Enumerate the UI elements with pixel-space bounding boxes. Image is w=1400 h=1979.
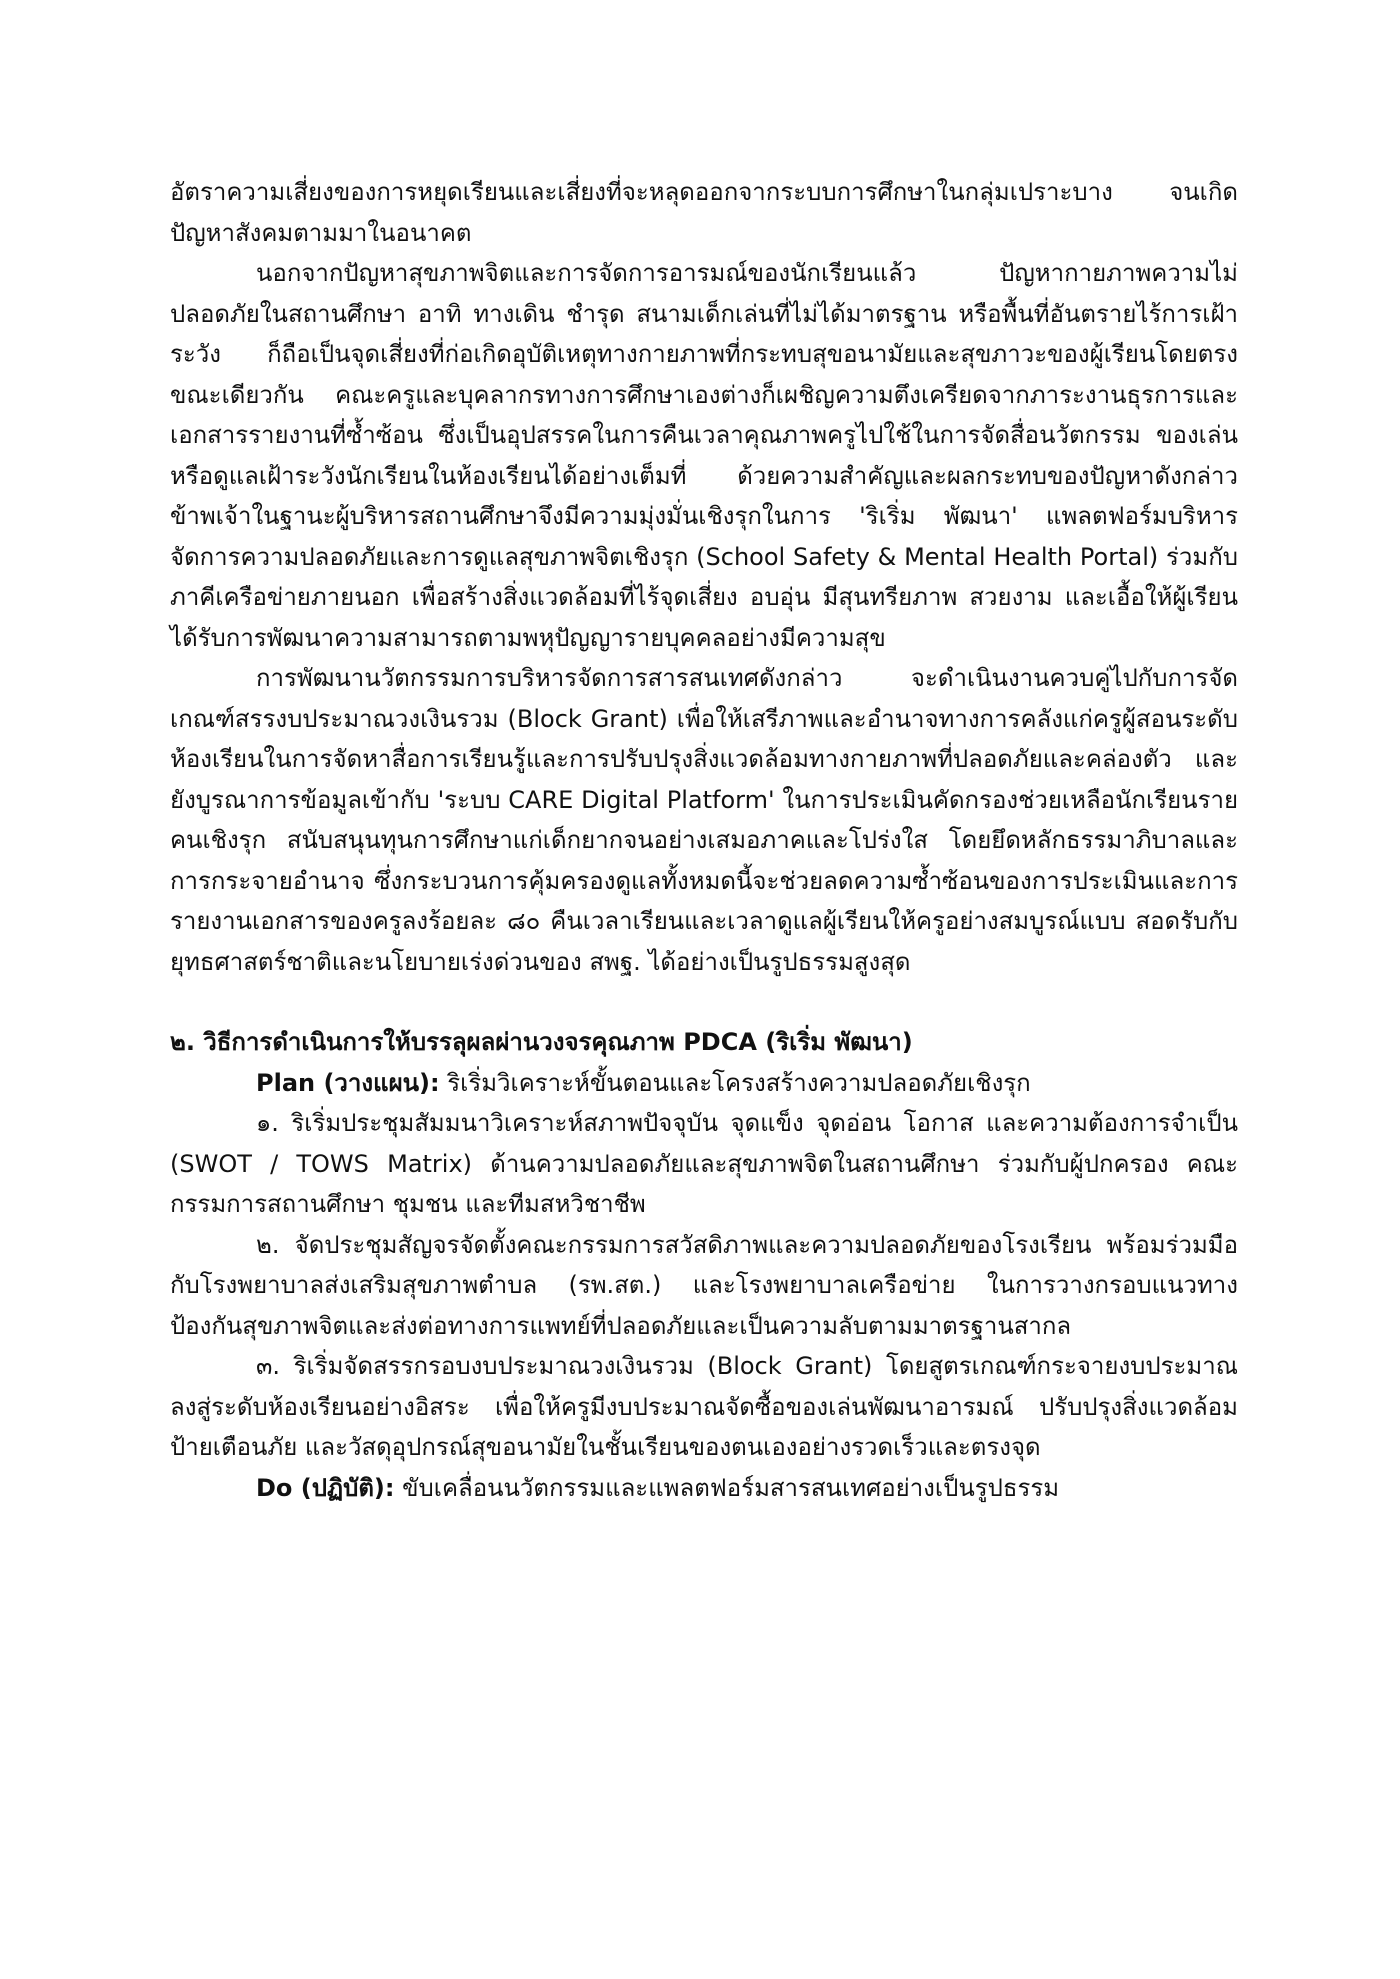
do-text: ขับเคลื่อนนวัตกรรมและแพลตฟอร์มสารสนเทศอย่างเป็นรูปธรรม	[394, 1473, 1060, 1502]
do-line	[170, 1468, 1238, 1509]
paragraph-innovation-block-grant: การพัฒนานวัตกรรมการบริหารจัดการสารสนเทศดังกล่าว จะดำเนินงานควบคู่ไปกับการจัดเกณฑ์สรรงบประมาณวงเงินรวม (Block Grant) เพื่อให้เสรีภาพและอำนาจทางการคลังแก่ครูผู้สอนระดับห้องเรียนในการจัดหาสื่อการเรียนรู้และการปรับปรุงสิ่งแวดล้อมทางกายภาพที่ปลอดภัยและคล่องตัว และยังบูรณาการข้อมูลเข้ากับ 'ระบบ CARE Digital Platform' ในการประเมินคัดกรองช่วยเหลือนักเรียนรายคนเชิงรุก สนับสนุนทุนการศึกษาแก่เด็กยากจนอย่างเสมอภาคและโปร่งใส โดยยึดหลักธรรมาภิบาลและการกระจายอำนาจ ซึ่งกระบวนการคุ้มครองดูแลทั้งหมดนี้จะช่วยลดความซ้ำซ้อนของการประเมินและการรายงานเอกสารของครูลงร้อยละ ๘๐ คืนเวลาเรียนและเวลาดูแลผู้เรียนให้ครูอย่างสมบูรณ์แบบ สอดรับกับยุทธศาสตร์ชาติและนโยบายเร่งด่วนของ สพฐ. ได้อย่างเป็นรูปธรรมสูงสุด	[170, 664, 1238, 976]
plan-text: ริเริ่มวิเคราะห์ขั้นตอนและโครงสร้างความปลอดภัยเชิงรุก	[439, 1068, 1031, 1097]
paragraph-risk-continuation: อัตราความเสี่ยงของการหยุดเรียนและเสี่ยงที่จะหลุดออกจากระบบการศึกษาในกลุ่มเปราะบาง จนเกิดปัญหาสังคมตามมาในอนาคต	[170, 178, 1238, 247]
do-label: Do (ปฏิบัติ):	[256, 1473, 395, 1502]
paragraph-physical-safety: นอกจากปัญหาสุขภาพจิตและการจัดการอารมณ์ของนักเรียนแล้ว ปัญหากายภาพความไม่ปลอดภัยในสถานศึกษา อาทิ ทางเดิน ชำรุด สนามเด็กเล่นที่ไม่ได้มาตรฐาน หรือพื้นที่อันตรายไร้การเฝ้าระวัง ก็ถือเป็นจุดเสี่ยงที่ก่อเกิดอุบัติเหตุทางกายภาพที่กระทบสุขอนามัยและสุขภาวะของผู้เรียนโดยตรง ขณะเดียวกัน คณะครูและบุคลากรทางการศึกษาเองต่างก็เผชิญความตึงเครียดจากภาระงานธุรการและเอกสารรายงานที่ซ้ำซ้อน ซึ่งเป็นอุปสรรคในการคืนเวลาคุณภาพครูไปใช้ในการจัดสื่อนวัตกรรม ของเล่น หรือดูแลเฝ้าระวังนักเรียนในห้องเรียนได้อย่างเต็มที่ ด้วยความสำคัญและผลกระทบของปัญหาดังกล่าว ข้าพเจ้าในฐานะผู้บริหารสถานศึกษาจึงมีความมุ่งมั่นเชิงรุกในการ 'ริเริ่ม พัฒนา' แพลตฟอร์มบริหารจัดการความปลอดภัยและการดูแลสุขภาพจิตเชิงรุก (School Safety & Mental Health Portal) ร่วมกับภาคีเครือข่ายภายนอก เพื่อสร้างสิ่งแวดล้อมที่ไร้จุดเสี่ยง อบอุ่น มีสุนทรียภาพ สวยงาม และเอื้อให้ผู้เรียนได้รับการพัฒนาความสามารถตามพหุปัญญารายบุคคลอย่างมีความสุข	[170, 259, 1238, 652]
plan-item-3: ๓. ริเริ่มจัดสรรกรอบงบประมาณวงเงินรวม (Block Grant) โดยสูตรเกณฑ์กระจายงบประมาณลงสู่ระดับห้องเรียนอย่างอิสระ เพื่อให้ครูมีงบประมาณจัดซื้อของเล่นพัฒนาอารมณ์ ปรับปรุงสิ่งแวดล้อม ป้ายเตือนภัย และวัสดุอุปกรณ์สุขอนามัยในชั้นเรียนของตนเองอย่างรวดเร็วและตรงจุด	[170, 1352, 1238, 1461]
document-body	[170, 172, 1238, 1508]
section-spacer	[170, 982, 1238, 1022]
plan-line	[170, 1063, 1238, 1104]
plan-label: Plan (วางแผน):	[256, 1068, 440, 1097]
plan-item-1: ๑. ริเริ่มประชุมสัมมนาวิเคราะห์สภาพปัจจุบัน จุดแข็ง จุดอ่อน โอกาส และความต้องการจำเป็น (SWOT / TOWS Matrix) ด้านความปลอดภัยและสุขภาพจิตในสถานศึกษา ร่วมกับผู้ปกครอง คณะกรรมการสถานศึกษา ชุมชน และทีมสหวิชาชีพ	[170, 1109, 1238, 1218]
section-heading-pdca: ๒. วิธีการดำเนินการให้บรรลุผลผ่านวงจรคุณภาพ PDCA (ริเริ่ม พัฒนา)	[170, 1028, 913, 1056]
plan-item-2: ๒. จัดประชุมสัญจรจัดตั้งคณะกรรมการสวัสดิภาพและความปลอดภัยของโรงเรียน พร้อมร่วมมือกับโรงพยาบาลส่งเสริมสุขภาพตำบล (รพ.สต.) และโรงพยาบาลเครือข่าย ในการวางกรอบแนวทางป้องกันสุขภาพจิตและส่งต่อทางการแพทย์ที่ปลอดภัยและเป็นความลับตามมาตรฐานสากล	[170, 1230, 1238, 1340]
